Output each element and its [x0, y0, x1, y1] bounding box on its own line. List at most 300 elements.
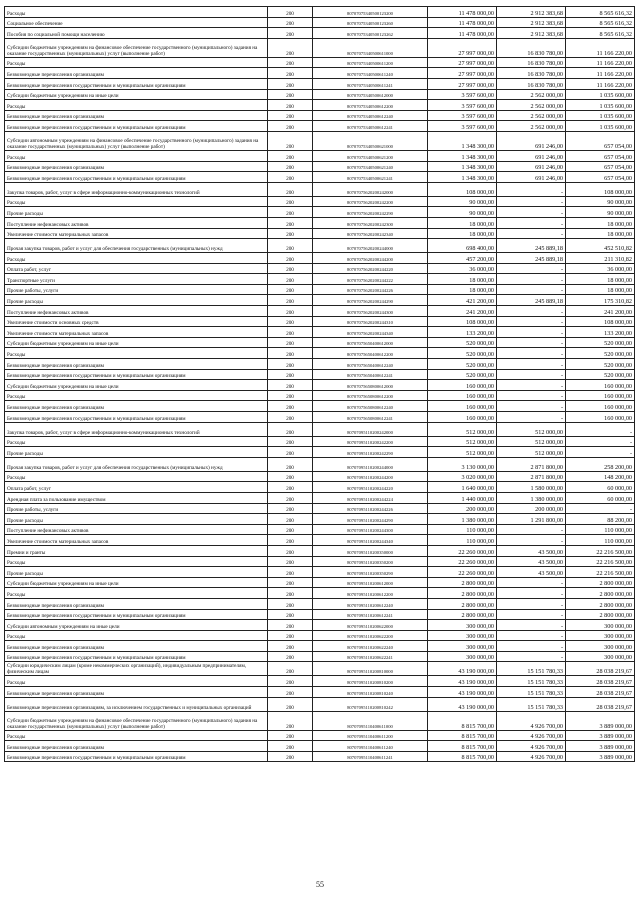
row-code-cell: 200	[268, 172, 313, 183]
row-kbk-cell: 80707075340500123200	[313, 7, 428, 18]
table-row	[5, 545, 635, 556]
row-unexecuted-amount-cell: 28 038 219,67	[566, 662, 635, 676]
row-executed-amount-cell: -	[497, 524, 566, 535]
row-executed-amount-cell: 4 926 700,00	[497, 741, 566, 752]
row-kbk-cell: 80707075340500612000	[313, 89, 428, 100]
row-kbk-cell: 80707075650400612240	[313, 359, 428, 370]
row-name-cell: Безвозмездные перечисления государственным и муниципальным организациям	[5, 751, 268, 762]
table-row	[5, 182, 635, 196]
row-code-cell: 200	[268, 369, 313, 380]
row-approved-amount-cell: 108 000,00	[428, 182, 497, 196]
row-kbk-cell: 80707095110200244224	[313, 492, 428, 503]
row-executed-amount-cell: -	[497, 630, 566, 641]
row-executed-amount-cell: -	[497, 182, 566, 196]
row-approved-amount-cell: 18 000,00	[428, 217, 497, 228]
row-executed-amount-cell: -	[497, 412, 566, 423]
row-unexecuted-amount-cell: 2 800 000,00	[566, 588, 635, 599]
row-name-cell: Прочая закупка товаров, работ и услуг для обеспечения государственных (муниципальных) нужд	[5, 457, 268, 471]
row-unexecuted-amount-cell: 148 200,00	[566, 471, 635, 482]
row-name-cell: Безвозмездные перечисления организациям	[5, 641, 268, 652]
row-executed-amount-cell: 4 926 700,00	[497, 751, 566, 762]
row-kbk-cell: 80707095110200810242	[313, 697, 428, 711]
row-executed-amount-cell: 2 562 000,00	[497, 89, 566, 100]
row-name-cell: Безвозмездные перечисления организациям	[5, 110, 268, 121]
row-code-cell: 200	[268, 751, 313, 762]
row-code-cell: 200	[268, 577, 313, 588]
row-unexecuted-amount-cell: 211 310,82	[566, 253, 635, 264]
table-row	[5, 556, 635, 567]
table-row	[5, 7, 635, 18]
row-kbk-cell: 80707095110200810200	[313, 676, 428, 687]
row-kbk-cell: 80707075620200244220	[313, 263, 428, 274]
row-code-cell: 200	[268, 457, 313, 471]
row-unexecuted-amount-cell: 657 054,00	[566, 131, 635, 150]
table-row	[5, 337, 635, 348]
row-name-cell: Поступление нефинансовых активов	[5, 306, 268, 317]
row-approved-amount-cell: 18 000,00	[428, 274, 497, 285]
table-row	[5, 17, 635, 28]
table-row	[5, 172, 635, 183]
row-code-cell: 200	[268, 687, 313, 698]
row-code-cell: 200	[268, 89, 313, 100]
row-unexecuted-amount-cell: 8 565 616,32	[566, 28, 635, 39]
row-code-cell: 200	[268, 380, 313, 391]
row-name-cell: Субсидии бюджетным учреждениям на иные цели	[5, 89, 268, 100]
row-kbk-cell: 80707075620200244200	[313, 253, 428, 264]
row-kbk-cell: 80707095110400611240	[313, 741, 428, 752]
row-kbk-cell: 80707075620200244300	[313, 306, 428, 317]
row-code-cell: 200	[268, 588, 313, 599]
row-approved-amount-cell: 110 000,00	[428, 535, 497, 546]
row-name-cell: Пособия по социальной помощи населению	[5, 28, 268, 39]
row-executed-amount-cell: -	[497, 316, 566, 327]
row-name-cell: Субсидии бюджетным учреждениям на финансовое обеспечение государственного (муниципального) задания на оказание государственных (муниципальных) услуг (выполнение работ)	[5, 711, 268, 730]
row-kbk-cell: 80707095110200242200	[313, 436, 428, 447]
row-kbk-cell: 80707095110200612241	[313, 609, 428, 620]
row-approved-amount-cell: 512 000,00	[428, 422, 497, 436]
row-executed-amount-cell: 245 889,18	[497, 239, 566, 253]
row-executed-amount-cell: 15 151 780,33	[497, 697, 566, 711]
row-executed-amount-cell: 16 830 780,00	[497, 68, 566, 79]
row-code-cell: 200	[268, 253, 313, 264]
table-row	[5, 274, 635, 285]
row-unexecuted-amount-cell: 22 216 500,00	[566, 567, 635, 578]
row-approved-amount-cell: 698 400,00	[428, 239, 497, 253]
table-row	[5, 348, 635, 359]
row-name-cell: Безвозмездные перечисления государственным и муниципальным организациям	[5, 651, 268, 662]
row-executed-amount-cell: -	[497, 651, 566, 662]
row-name-cell: Оплата работ, услуг	[5, 482, 268, 493]
row-unexecuted-amount-cell: 11 166 220,00	[566, 68, 635, 79]
row-executed-amount-cell: 16 830 780,00	[497, 57, 566, 68]
row-kbk-cell: 80707075340500611200	[313, 57, 428, 68]
row-approved-amount-cell: 1 348 300,00	[428, 150, 497, 161]
row-name-cell: Расходы	[5, 253, 268, 264]
row-name-cell: Субсидии юридическим лицам (кроме некоммерческих организаций), индивидуальным предпринимателям, физическим лицам	[5, 662, 268, 676]
row-executed-amount-cell: -	[497, 641, 566, 652]
row-approved-amount-cell: 1 348 300,00	[428, 161, 497, 172]
row-name-cell: Расходы	[5, 57, 268, 68]
row-approved-amount-cell: 2 800 000,00	[428, 577, 497, 588]
row-code-cell: 200	[268, 514, 313, 525]
row-name-cell: Транспортные услуги	[5, 274, 268, 285]
row-code-cell: 200	[268, 68, 313, 79]
table-row	[5, 676, 635, 687]
row-name-cell: Субсидии бюджетным учреждениям на иные цели	[5, 337, 268, 348]
row-kbk-cell: 80707075620200242200	[313, 196, 428, 207]
row-name-cell: Расходы	[5, 348, 268, 359]
row-code-cell: 200	[268, 100, 313, 111]
row-name-cell: Расходы	[5, 436, 268, 447]
row-code-cell: 200	[268, 121, 313, 132]
table-row	[5, 100, 635, 111]
row-executed-amount-cell: -	[497, 535, 566, 546]
row-kbk-cell: 80707075340500621200	[313, 150, 428, 161]
row-executed-amount-cell: -	[497, 207, 566, 218]
row-kbk-cell: 80707095110200622241	[313, 651, 428, 662]
row-unexecuted-amount-cell: 28 038 219,67	[566, 676, 635, 687]
table-row	[5, 422, 635, 436]
row-approved-amount-cell: 3 597 600,00	[428, 100, 497, 111]
row-name-cell: Увеличение стоимости материальных запасов	[5, 228, 268, 239]
row-code-cell: 200	[268, 697, 313, 711]
row-name-cell: Премии и гранты	[5, 545, 268, 556]
row-kbk-cell: 80707095110200612000	[313, 577, 428, 588]
row-approved-amount-cell: 27 997 000,00	[428, 68, 497, 79]
table-row	[5, 651, 635, 662]
row-code-cell: 200	[268, 436, 313, 447]
row-name-cell: Расходы	[5, 150, 268, 161]
row-code-cell: 200	[268, 306, 313, 317]
row-kbk-cell: 80707075620200244000	[313, 239, 428, 253]
table-row	[5, 369, 635, 380]
row-unexecuted-amount-cell: 452 510,82	[566, 239, 635, 253]
row-code-cell: 200	[268, 57, 313, 68]
row-executed-amount-cell: 2 871 800,00	[497, 457, 566, 471]
row-unexecuted-amount-cell: 520 000,00	[566, 369, 635, 380]
row-executed-amount-cell: 2 912 383,68	[497, 28, 566, 39]
row-name-cell: Расходы	[5, 630, 268, 641]
row-executed-amount-cell: 691 246,00	[497, 172, 566, 183]
row-unexecuted-amount-cell: 11 166 220,00	[566, 57, 635, 68]
row-approved-amount-cell: 27 997 000,00	[428, 38, 497, 57]
row-name-cell: Увеличение стоимости материальных запасов	[5, 535, 268, 546]
row-unexecuted-amount-cell: 18 000,00	[566, 284, 635, 295]
row-unexecuted-amount-cell: 241 200,00	[566, 306, 635, 317]
row-kbk-cell: 80707095110200244340	[313, 535, 428, 546]
row-name-cell: Безвозмездные перечисления государственным и муниципальным организациям	[5, 609, 268, 620]
table-row	[5, 598, 635, 609]
row-name-cell: Расходы	[5, 390, 268, 401]
expenditure-table	[4, 6, 635, 762]
row-kbk-cell: 80707095110400611200	[313, 730, 428, 741]
row-executed-amount-cell: 691 246,00	[497, 131, 566, 150]
row-unexecuted-amount-cell: -	[566, 447, 635, 458]
row-executed-amount-cell: 4 926 700,00	[497, 711, 566, 730]
row-unexecuted-amount-cell: 258 200,00	[566, 457, 635, 471]
row-name-cell: Поступление нефинансовых активов	[5, 524, 268, 535]
row-executed-amount-cell: 512 000,00	[497, 436, 566, 447]
row-name-cell: Безвозмездные перечисления государственным и муниципальным организациям	[5, 121, 268, 132]
row-unexecuted-amount-cell: 8 565 616,32	[566, 7, 635, 18]
row-kbk-cell: 80707075340500611241	[313, 78, 428, 89]
row-executed-amount-cell: 43 500,00	[497, 567, 566, 578]
row-name-cell: Закупка товаров, работ, услуг в сфере информационно-коммуникационных технологий	[5, 422, 268, 436]
row-kbk-cell: 80707095110400611000	[313, 711, 428, 730]
row-kbk-cell: 80707075340500612200	[313, 100, 428, 111]
table-row	[5, 228, 635, 239]
row-approved-amount-cell: 22 260 000,00	[428, 567, 497, 578]
row-unexecuted-amount-cell: 28 038 219,67	[566, 687, 635, 698]
row-name-cell: Безвозмездные перечисления организациям	[5, 687, 268, 698]
row-approved-amount-cell: 2 800 000,00	[428, 588, 497, 599]
row-approved-amount-cell: 11 478 000,00	[428, 28, 497, 39]
row-name-cell: Прочие расходы	[5, 567, 268, 578]
table-row	[5, 306, 635, 317]
row-unexecuted-amount-cell: 520 000,00	[566, 359, 635, 370]
row-code-cell: 200	[268, 662, 313, 676]
table-row	[5, 524, 635, 535]
row-kbk-cell: 80707075650400612241	[313, 369, 428, 380]
table-row	[5, 447, 635, 458]
row-executed-amount-cell: 43 500,00	[497, 545, 566, 556]
row-code-cell: 200	[268, 131, 313, 150]
table-row	[5, 641, 635, 652]
row-unexecuted-amount-cell: 1 035 600,00	[566, 110, 635, 121]
row-code-cell: 200	[268, 207, 313, 218]
row-executed-amount-cell: 2 562 000,00	[497, 110, 566, 121]
row-executed-amount-cell: -	[497, 609, 566, 620]
row-executed-amount-cell: 1 380 000,00	[497, 492, 566, 503]
row-executed-amount-cell: -	[497, 369, 566, 380]
row-name-cell: Расходы	[5, 676, 268, 687]
row-kbk-cell: 80707075620200244222	[313, 274, 428, 285]
table-row	[5, 89, 635, 100]
table-row	[5, 390, 635, 401]
table-row	[5, 730, 635, 741]
row-approved-amount-cell: 3 130 000,00	[428, 457, 497, 471]
table-row	[5, 327, 635, 338]
row-executed-amount-cell: -	[497, 348, 566, 359]
row-approved-amount-cell: 520 000,00	[428, 359, 497, 370]
row-kbk-cell: 80707075620200244310	[313, 316, 428, 327]
row-unexecuted-amount-cell: 300 000,00	[566, 630, 635, 641]
row-approved-amount-cell: 300 000,00	[428, 641, 497, 652]
row-executed-amount-cell: 1 291 800,00	[497, 514, 566, 525]
row-approved-amount-cell: 2 800 000,00	[428, 609, 497, 620]
row-kbk-cell: 80707095110200244226	[313, 503, 428, 514]
row-unexecuted-amount-cell: 520 000,00	[566, 337, 635, 348]
row-name-cell: Расходы	[5, 556, 268, 567]
row-approved-amount-cell: 3 597 600,00	[428, 121, 497, 132]
row-executed-amount-cell: 245 889,18	[497, 253, 566, 264]
row-unexecuted-amount-cell: 108 000,00	[566, 182, 635, 196]
row-approved-amount-cell: 18 000,00	[428, 228, 497, 239]
row-unexecuted-amount-cell: -	[566, 422, 635, 436]
table-row	[5, 316, 635, 327]
row-executed-amount-cell: 2 912 383,68	[497, 7, 566, 18]
row-name-cell: Безвозмездные перечисления организациям	[5, 161, 268, 172]
table-row	[5, 711, 635, 730]
row-kbk-cell: 80707075340500611240	[313, 68, 428, 79]
row-code-cell: 200	[268, 741, 313, 752]
row-unexecuted-amount-cell: 160 000,00	[566, 401, 635, 412]
row-code-cell: 200	[268, 412, 313, 423]
row-code-cell: 200	[268, 390, 313, 401]
row-name-cell: Субсидии автономным учреждениям на иные цели	[5, 620, 268, 631]
row-approved-amount-cell: 512 000,00	[428, 436, 497, 447]
row-code-cell: 200	[268, 239, 313, 253]
row-unexecuted-amount-cell: 1 035 600,00	[566, 100, 635, 111]
row-approved-amount-cell: 421 200,00	[428, 295, 497, 306]
row-unexecuted-amount-cell: 11 166 220,00	[566, 38, 635, 57]
row-approved-amount-cell: 90 000,00	[428, 196, 497, 207]
row-executed-amount-cell: -	[497, 196, 566, 207]
row-kbk-cell: 80707075650400612200	[313, 348, 428, 359]
row-approved-amount-cell: 520 000,00	[428, 348, 497, 359]
row-code-cell: 200	[268, 274, 313, 285]
row-name-cell: Прочие расходы	[5, 447, 268, 458]
table-row	[5, 412, 635, 423]
row-approved-amount-cell: 3 597 600,00	[428, 110, 497, 121]
table-row	[5, 687, 635, 698]
table-row	[5, 471, 635, 482]
row-name-cell: Расходы	[5, 7, 268, 18]
row-approved-amount-cell: 27 997 000,00	[428, 57, 497, 68]
table-row	[5, 620, 635, 631]
row-approved-amount-cell: 300 000,00	[428, 620, 497, 631]
row-name-cell: Прочие расходы	[5, 207, 268, 218]
budget-report-sheet	[4, 6, 632, 762]
row-unexecuted-amount-cell: 11 166 220,00	[566, 78, 635, 89]
row-code-cell: 200	[268, 161, 313, 172]
row-unexecuted-amount-cell: 28 038 219,67	[566, 697, 635, 711]
row-code-cell: 200	[268, 337, 313, 348]
row-approved-amount-cell: 133 200,00	[428, 327, 497, 338]
row-code-cell: 200	[268, 110, 313, 121]
row-code-cell: 200	[268, 609, 313, 620]
row-name-cell: Расходы	[5, 730, 268, 741]
row-kbk-cell: 80707075650800612000	[313, 380, 428, 391]
row-approved-amount-cell: 1 640 000,00	[428, 482, 497, 493]
row-code-cell: 200	[268, 556, 313, 567]
row-code-cell: 200	[268, 284, 313, 295]
row-name-cell: Прочие работы, услуги	[5, 503, 268, 514]
page-number: 55	[316, 880, 324, 889]
table-row	[5, 492, 635, 503]
row-approved-amount-cell: 300 000,00	[428, 630, 497, 641]
row-name-cell: Расходы	[5, 471, 268, 482]
row-approved-amount-cell: 1 348 300,00	[428, 131, 497, 150]
row-executed-amount-cell: 200 000,00	[497, 503, 566, 514]
row-executed-amount-cell: 691 246,00	[497, 161, 566, 172]
row-executed-amount-cell: 15 151 780,33	[497, 676, 566, 687]
row-approved-amount-cell: 160 000,00	[428, 412, 497, 423]
table-row	[5, 514, 635, 525]
row-code-cell: 200	[268, 730, 313, 741]
row-kbk-cell: 80707095110200350000	[313, 545, 428, 556]
row-unexecuted-amount-cell: 22 216 500,00	[566, 556, 635, 567]
row-code-cell: 200	[268, 630, 313, 641]
row-code-cell: 200	[268, 620, 313, 631]
row-executed-amount-cell: 15 151 780,33	[497, 662, 566, 676]
row-kbk-cell: 80707075620200242290	[313, 207, 428, 218]
row-executed-amount-cell: -	[497, 401, 566, 412]
row-executed-amount-cell: -	[497, 390, 566, 401]
table-row	[5, 697, 635, 711]
row-approved-amount-cell: 1 440 000,00	[428, 492, 497, 503]
row-unexecuted-amount-cell: 22 216 500,00	[566, 545, 635, 556]
row-kbk-cell: 80707095110200244290	[313, 514, 428, 525]
expenditure-table-body	[5, 7, 635, 762]
table-row	[5, 295, 635, 306]
row-approved-amount-cell: 22 260 000,00	[428, 545, 497, 556]
row-unexecuted-amount-cell: 657 054,00	[566, 161, 635, 172]
table-row	[5, 588, 635, 599]
row-code-cell: 200	[268, 17, 313, 28]
row-executed-amount-cell: -	[497, 217, 566, 228]
row-code-cell: 200	[268, 196, 313, 207]
row-approved-amount-cell: 160 000,00	[428, 380, 497, 391]
row-code-cell: 200	[268, 217, 313, 228]
row-code-cell: 200	[268, 295, 313, 306]
table-row	[5, 609, 635, 620]
row-name-cell: Безвозмездные перечисления государственным и муниципальным организациям	[5, 412, 268, 423]
row-kbk-cell: 80707075340500612241	[313, 121, 428, 132]
row-approved-amount-cell: 27 997 000,00	[428, 78, 497, 89]
row-approved-amount-cell: 8 815 700,00	[428, 711, 497, 730]
row-name-cell: Расходы	[5, 588, 268, 599]
row-approved-amount-cell: 457 200,00	[428, 253, 497, 264]
table-row	[5, 630, 635, 641]
row-executed-amount-cell: 512 000,00	[497, 422, 566, 436]
row-name-cell: Увеличение стоимости материальных запасов	[5, 327, 268, 338]
table-row	[5, 121, 635, 132]
row-code-cell: 200	[268, 263, 313, 274]
row-code-cell: 200	[268, 401, 313, 412]
row-unexecuted-amount-cell: 60 000,00	[566, 492, 635, 503]
table-row	[5, 161, 635, 172]
row-executed-amount-cell: -	[497, 577, 566, 588]
row-executed-amount-cell: -	[497, 228, 566, 239]
row-approved-amount-cell: 90 000,00	[428, 207, 497, 218]
row-kbk-cell: 80707095110200612240	[313, 598, 428, 609]
row-name-cell: Арендная плата за пользование имуществом	[5, 492, 268, 503]
row-kbk-cell: 80707075340500621000	[313, 131, 428, 150]
row-name-cell: Субсидии бюджетным учреждениям на иные цели	[5, 577, 268, 588]
row-approved-amount-cell: 22 260 000,00	[428, 556, 497, 567]
row-kbk-cell: 80707075340500612240	[313, 110, 428, 121]
row-kbk-cell: 80707095110200242290	[313, 447, 428, 458]
row-approved-amount-cell: 512 000,00	[428, 447, 497, 458]
row-kbk-cell: 80707095110200622200	[313, 630, 428, 641]
table-row	[5, 150, 635, 161]
table-row	[5, 436, 635, 447]
row-executed-amount-cell: -	[497, 337, 566, 348]
row-kbk-cell: 80707075620200242340	[313, 228, 428, 239]
row-kbk-cell: 80707075650400612000	[313, 337, 428, 348]
row-name-cell: Расходы	[5, 196, 268, 207]
row-code-cell: 200	[268, 348, 313, 359]
row-code-cell: 200	[268, 598, 313, 609]
row-executed-amount-cell: 43 500,00	[497, 556, 566, 567]
row-approved-amount-cell: 1 348 300,00	[428, 172, 497, 183]
row-approved-amount-cell: 200 000,00	[428, 503, 497, 514]
row-unexecuted-amount-cell: 108 000,00	[566, 316, 635, 327]
row-code-cell: 200	[268, 422, 313, 436]
row-name-cell: Поступление нефинансовых активов	[5, 217, 268, 228]
row-executed-amount-cell: -	[497, 327, 566, 338]
